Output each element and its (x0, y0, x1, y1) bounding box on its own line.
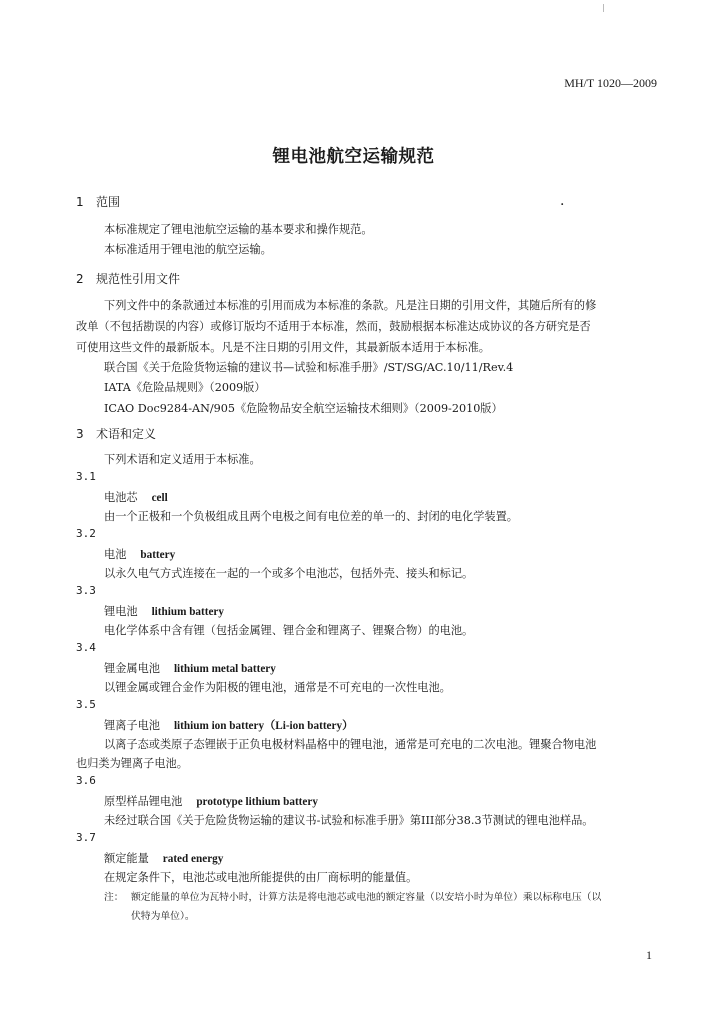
section-3-intro: 下列术语和定义适用于本标准。 (104, 453, 261, 466)
section-number: 1 (76, 195, 84, 209)
term-definition: 在规定条件下，电池芯或电池所能提供的由厂商标明的能量值。 (104, 871, 418, 884)
term-heading (104, 660, 276, 676)
section-1-line: 本标准规定了锂电池航空运输的基本要求和操作规范。 (104, 223, 373, 236)
scan-mark (603, 4, 604, 12)
term-en: lithium ion battery（Li-ion battery） (173, 720, 354, 732)
clause-number: 3.3 (76, 584, 96, 597)
section-2-para-line: 改单（不包括勘误的内容）或修订版均不适用于本标准，然而，鼓励根据本标准达成协议的各方研究是否 (76, 320, 591, 333)
section-2-heading (76, 270, 180, 287)
term-zh: 电池 (104, 548, 127, 561)
clause-number: 3.7 (76, 831, 96, 844)
section-title: 术语和定义 (96, 427, 157, 441)
reference-item: 联合国《关于危险货物运输的建议书—试验和标准手册》/ST/SG/AC.10/11/Rev.4 (104, 361, 514, 374)
term-definition: 以离子态或类原子态锂嵌于正负电极材料晶格中的锂电池，通常是可充电的二次电池。锂聚合物电池 (104, 738, 597, 751)
section-2-para-line: 可使用这些文件的最新版本。凡是不注日期的引用文件，其最新版本适用于本标准。 (76, 341, 490, 354)
page-number: 1 (646, 948, 652, 962)
term-en: battery (140, 549, 176, 561)
term-definition: 电化学体系中含有锂（包括金属锂、锂合金和锂离子、锂聚合物）的电池。 (104, 624, 474, 637)
term-definition: 以锂金属或锂合金作为阳极的锂电池，通常是不可充电的一次性电池。 (104, 681, 451, 694)
term-zh: 锂电池 (104, 605, 138, 618)
term-definition: 以永久电气方式连接在一起的一个或多个电池芯，包括外壳、接头和标记。 (104, 567, 474, 580)
term-heading (104, 793, 318, 809)
clause-number: 3.6 (76, 774, 96, 787)
clause-number: 3.4 (76, 641, 96, 654)
clause-number: 3.2 (76, 527, 96, 540)
term-en: rated energy (162, 853, 224, 865)
term-zh: 锂金属电池 (104, 662, 160, 675)
term-heading (104, 546, 175, 562)
reference-item: IATA《危险品规则》（2009版） (104, 381, 266, 394)
page-title: 锂电池航空运输规范 (272, 147, 435, 167)
term-zh: 锂离子电池 (104, 719, 160, 732)
term-definition: 未经过联合国《关于危险货物运输的建议书-试验和标准手册》第III部分38.3节测试的锂电池样品。 (104, 814, 594, 827)
reference-item: ICAO Doc9284-AN/905《危险物品安全航空运输技术细则》（2009-2010版） (104, 402, 503, 415)
term-en: lithium battery (151, 606, 224, 618)
note-label: 注： (104, 892, 124, 903)
term-heading (104, 717, 353, 733)
term-zh: 额定能量 (104, 852, 149, 865)
section-title: 规范性引用文件 (96, 272, 181, 286)
section-1-line: 本标准适用于锂电池的航空运输。 (104, 243, 272, 256)
section-3-heading (76, 425, 156, 442)
note-text: 额定能量的单位为瓦特小时，计算方法是将电池芯或电池的额定容量（以安培小时为单位）乘以标称电压（以 (131, 892, 602, 903)
term-zh: 原型样品锂电池 (104, 795, 183, 808)
section-1-heading (76, 193, 120, 210)
clause-number: 3.1 (76, 470, 96, 483)
note-text: 伏特为单位）。 (131, 911, 195, 922)
term-en: lithium metal battery (173, 663, 276, 675)
term-en: cell (151, 492, 168, 504)
document-number: MH/T 1020—2009 (564, 76, 657, 90)
section-title: 范围 (96, 195, 121, 209)
term-heading (104, 850, 223, 866)
term-definition: 由一个正极和一个负极组成且两个电极之间有电位差的单一的、封闭的电化学装置。 (104, 510, 518, 523)
term-heading (104, 489, 168, 505)
term-heading (104, 603, 224, 619)
term-en: prototype lithium battery (196, 796, 318, 808)
term-zh: 电池芯 (104, 491, 138, 504)
section-number: 3 (76, 427, 84, 441)
section-number: 2 (76, 272, 84, 286)
clause-number: 3.5 (76, 698, 96, 711)
term-definition: 也归类为锂离子电池。 (76, 757, 188, 770)
section-2-para-line: 下列文件中的条款通过本标准的引用而成为本标准的条款。凡是注日期的引用文件，其随后所有的修 (104, 299, 597, 312)
stray-dot: · (560, 197, 565, 213)
